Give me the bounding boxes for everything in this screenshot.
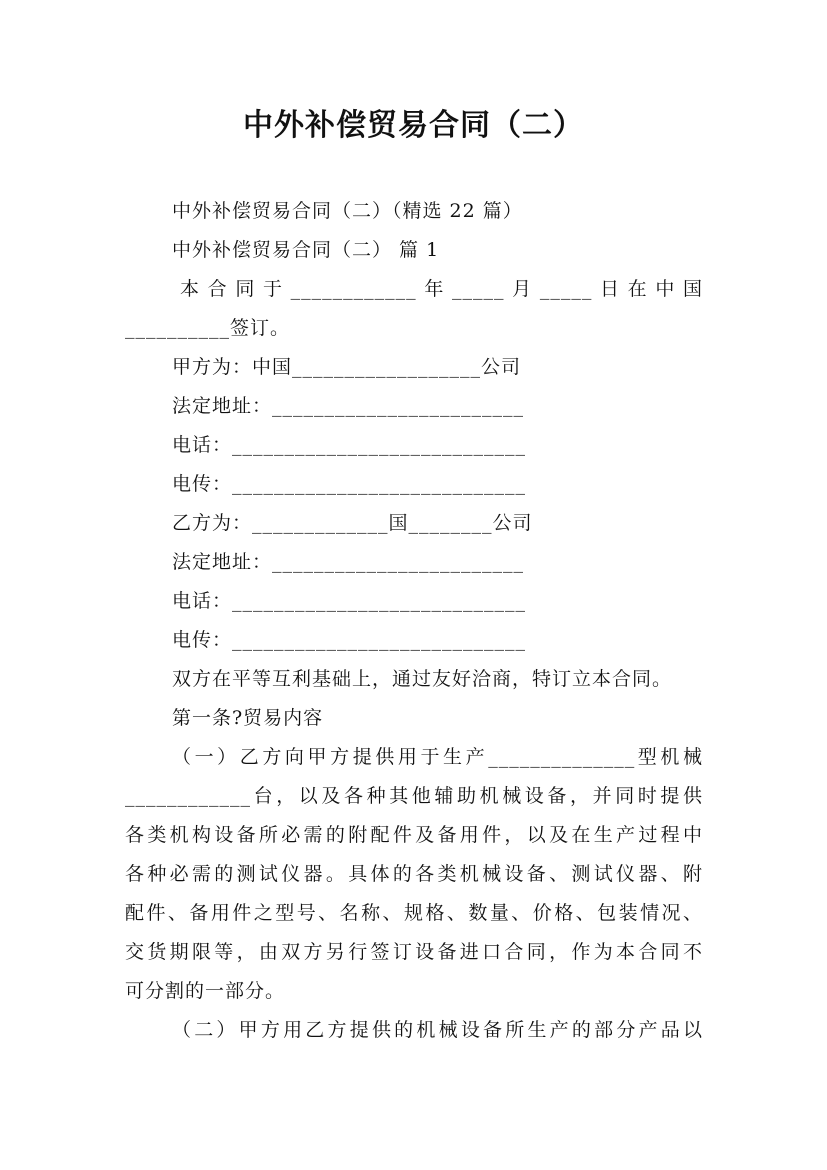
body-line: 交货期限等，由双方另行签订设备进口合同，作为本合同不 <box>125 941 703 963</box>
body-line: 本合同于____________年_____月_____日在中国 <box>180 278 703 300</box>
body-line: ____________台，以及各种其他辅助机械设备，并同时提供 <box>125 785 703 807</box>
body-line: 双方在平等互利基础上，通过友好洽商，特订立本合同。 <box>172 668 673 690</box>
party-a-phone: 电话：____________________________ <box>172 434 527 456</box>
body-line: 各种必需的测试仪器。具体的各类机械设备、测试仪器、附 <box>125 863 703 885</box>
body-line: （二）甲方用乙方提供的机械设备所生产的部分产品以 <box>172 1019 703 1041</box>
party-b-telex: 电传：____________________________ <box>172 629 527 651</box>
subtitle-line: 中外补偿贸易合同（二）（精选 22 篇） <box>172 200 523 222</box>
body-line: （一）乙方向甲方提供用于生产______________型机械 <box>172 746 703 768</box>
party-a-telex: 电传：____________________________ <box>172 473 527 495</box>
article-heading: 第一条?贸易内容 <box>172 707 324 729</box>
party-a-line: 甲方为：中国__________________公司 <box>172 356 522 378</box>
body-line: 配件、备用件之型号、名称、规格、数量、价格、包装情况、 <box>125 902 703 924</box>
body-line: __________签订。 <box>125 317 291 339</box>
page-title: 中外补偿贸易合同（二） <box>243 108 584 143</box>
party-b-address: 法定地址：________________________ <box>172 551 525 573</box>
section-heading: 中外补偿贸易合同（二） 篇 1 <box>172 239 440 261</box>
party-a-address: 法定地址：________________________ <box>172 395 525 417</box>
body-line: 各类机构设备所必需的附配件及备用件，以及在生产过程中 <box>125 824 703 846</box>
party-b-line: 乙方为：_____________国________公司 <box>172 512 533 534</box>
party-b-phone: 电话：____________________________ <box>172 590 527 612</box>
body-line: 可分割的一部分。 <box>125 980 286 1002</box>
